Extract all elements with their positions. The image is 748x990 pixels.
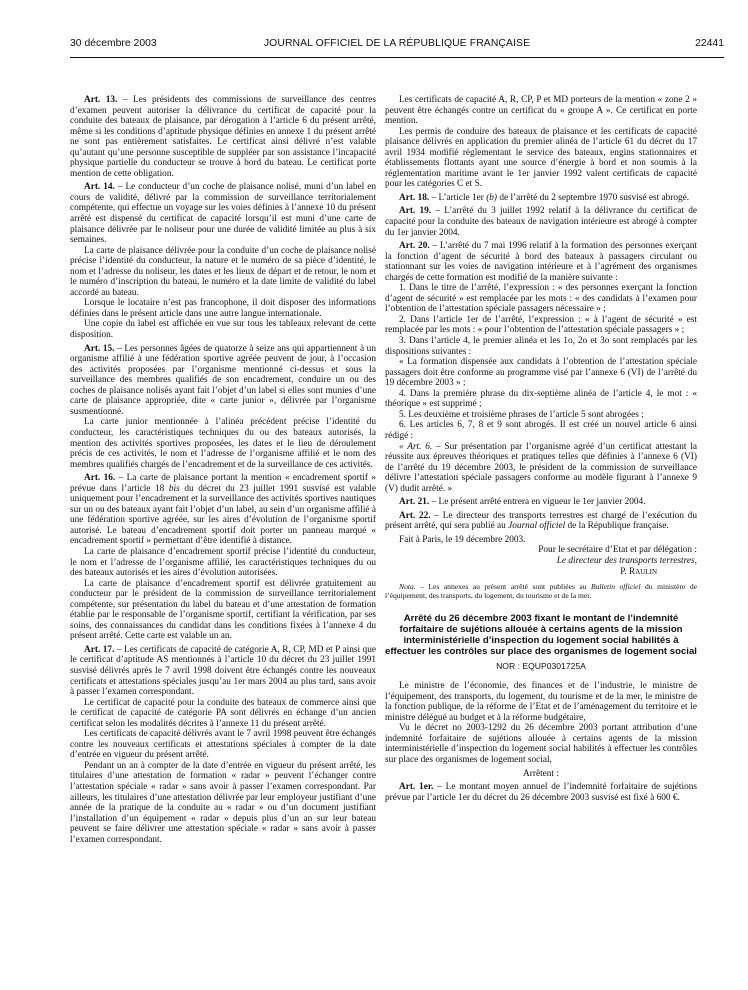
article-label: Art. 17. <box>84 644 115 655</box>
header-date: 30 décembre 2003 <box>70 38 157 49</box>
article-text: – Sur présentation par l’organisme agréé d’un certificat attestant la réussite aux épreuves théoriques et pratiques telles que définies à l’annexe 6 (VI) de l’arrêté du 19 décembre 2003, le président de la commission de surveillance délivre l’attestation spéciale passagers conforme au modèle figurant à l’annexe 9 (V) dudit arrêté. » <box>385 441 697 494</box>
article-text-italic: bis <box>168 483 180 494</box>
article-13 <box>70 95 376 179</box>
right-column <box>385 95 697 803</box>
article-text: – Les présidents des commissions de surveillance des centres d’examen peuvent autoriser la délivrance du certificat de capacité pour la conduite des bateaux de plaisance, par dérogation à l’article 6 du présent arrêté, même si les conditions d’aptitude physique définies en annexe 1 du présent arrêté ne sont pas entièrement satisfaites. Le certificat ainsi délivré n’est valable qu’autant qu’une personne susceptible de suppléer par son assistance l’incapacité physique partielle du conducteur se trouve à bord du bateau. Le certificat porte mention de cette obligation. <box>70 95 376 179</box>
page-header <box>70 38 724 54</box>
article-text: – Les certificats de capacité de catégorie A, R, CP, MD et P ainsi que le certificat d’aptitude AS mentionnés à l’article 10 du décret du 23 juillet 1991 susvisé délivrés après le 7 avril 1998 doivent être échangés contre les nouveaux certificats et attestations spéciales jusqu’au 1er mars 2004 au plus tard, sans avoir à passer l’examen correspondant. <box>70 644 376 698</box>
paragraph: Pendant un an à compter de la date d’entrée en vigueur du présent arrêté, les titulaires d’une attestation de formation « radar » peuvent l’échanger contre l’attestation spéciale « radar » sans avoir à passer l’examen correspondant. Par ailleurs, les titulaires d’une attestation délivrée par leur employeur justifiant d’une année de la pratique de la conduite au « radar » ou d’un document justifiant l’installation d’un équipement « radar » depuis plus d’un an sur leur bateau peuvent se faire délivrer une attestation spéciale « radar » sans avoir à passer l’examen correspondant. <box>70 760 376 845</box>
article-22 <box>385 511 697 532</box>
article-label: Art. 15. <box>84 343 115 354</box>
list-item: 2. Dans l’article 1er de l’arrêté, l’expression : « à l’agent de sécurité » est remplacée par les mots : « pour l’obtention de l’attestation spéciale passagers » ; <box>385 314 697 336</box>
article-text: – L’arrêté du 7 mai 1996 relatif à la formation des personnes exerçant la fonction d’agent de sécurité à bord des bateaux à passagers circulant ou stationnant sur les voies de navigation intérieure et à l’agrément des organismes chargés de cette formation est modifié de la manière suivante : <box>385 241 697 283</box>
paragraph: La carte de plaisance d’encadrement sportif est délivrée gratuitement au conducteur par le président de la commission de surveillance territorialement compétente, sur présentation du label du bateau et d’une attestation de formation établie par le responsable de l’organisme sportif, certifiant la vérification, par ses soins, des connaissances du candidat dans les conditions fixées à l’annexe 4 du présent arrêté. Cette carte est valable un an. <box>70 578 376 642</box>
article-text: – Le conducteur d’un coche de plaisance nolisé, muni d’un label en cours de validité, délivré par la commission de surveillance territorialement compétente, qui effectue un voyage sur les voies définies à l’annexe 10 du présent arrêté est dispensé du certificat de capacité lorsqu’il est muni d’une carte de plaisance délivrée par le noliseur pour une durée de validité limitée au plus à six semaines. <box>70 182 376 246</box>
nota-text: – Les annexes au présent arrêté sont publiées au <box>415 582 591 592</box>
nor-reference: NOR : EQUP0301725A <box>496 660 586 671</box>
article-20 <box>385 241 697 283</box>
list-item: 6. Les articles 6, 7, 8 et 9 sont abrogés. Il est créé un nouvel article 6 ainsi rédigé : <box>385 420 697 441</box>
paragraph: La carte de plaisance délivrée pour la conduite d’un coche de plaisance nolisé précise l’identité du conducteur, la nature et le numéro de sa pièce d’identité, le nom et l’adresse du noliseur, les dates et les lieux de départ et de retour, le nom et le numéro d’inscription du bateau, le numéro et la date limite de validité du label accordé au bateau. <box>70 245 376 298</box>
article-19 <box>385 206 697 238</box>
article-text: – Le directeur des transports terrestres est chargé de l’exécution du présent arrêté, qui sera publié au <box>385 510 697 532</box>
article-text: de la République française. <box>565 521 669 532</box>
article-text-italic: Journal officiel <box>508 521 566 532</box>
nota-text-italic: Bulletin officiel <box>591 582 641 592</box>
article-label: Art. 22. <box>399 510 431 521</box>
decree-title: Arrêté du 26 décembre 2003 fixant le montant de l’indemnité forfaitaire de sujétions allouée à certains agents de la mission interministérielle d’inspection du logement social habilités à effectuer les contrôles sur place des organismes de logement social <box>385 612 697 657</box>
header-page-number: 22441 <box>695 38 724 49</box>
list-item: 5. Les deuxième et troisième phrases de l’article 5 sont abrogées ; <box>399 409 644 420</box>
paragraph: Lorsque le locataire n’est pas francophone, il doit disposer des informations définies dans le présent article dans une autre langue internationale. <box>70 298 376 319</box>
article-text: du décret du 23 juillet 1991 susvisé est valable uniquement pour l’encadrement et la surveillance des activités sportives nautiques sur un ou des bateaux ayant fait l’objet d’un label, au sein d’un organisme affilié à une fédération sportive agréée, sur les aires d’évolution de l’organisme sportif autorisé. Le bateau d’encadrement sportif doit porter un panneau marqué « encadrement sportif » permettant d’être identifié à distance. <box>70 483 376 547</box>
paragraph: Les permis de conduire des bateaux de plaisance et les certificats de capacité plaisance délivrés en application du premier alinéa de l’article 61 du décret du 17 avril 1934 modifié réglementant le service des bateaux, engins stationnaires et établissements flottants ayant une source d’énergie à bord et non soumis à la réglementation maritime avant le 1er janvier 1992 valent certificats de capacité pour les catégories C et S. <box>385 126 697 190</box>
article-label: Art. 19. <box>399 206 432 217</box>
article-17 <box>70 645 376 698</box>
signature-line: Pour le secrétaire d’Etat et par délégation : <box>538 545 697 556</box>
paragraph: Vu le décret no 2003-1292 du 26 décembre 2003 portant attribution d’une indemnité forfaitaire de sujétions allouée à certains agents de la mission interministérielle d’inspection du logement social habilités à effectuer les contrôles sur place des organismes de logement social, <box>385 723 697 766</box>
paragraph: La carte junior mentionnée à l’alinéa précédent précise l’identité du conducteur, les caractéristiques techniques du ou des bateaux autorisés, la mention des activités sportives proposées, les dates et le lieu de déroulement précis de ces activités, le nom et l’adresse de l’organisme affilié et le nom des membres qualifiés chargés de l’encadrement et de la surveillance de ces activités. <box>70 417 376 470</box>
left-column <box>70 95 376 845</box>
article-label: Art. 18. <box>399 192 430 203</box>
paragraph: Une copie du label est affichée en vue sur tous les tableaux relevant de cette disposition. <box>70 319 376 341</box>
header-rule <box>70 57 724 58</box>
article-text-italic: (b) <box>486 192 498 203</box>
article-label: Art. 21. <box>399 497 430 508</box>
paragraph: Les certificats de capacité délivrés avant le 7 avril 1998 peuvent être échangés contre les nouveaux certificats et attestations spéciales à compter de la date d’entrée en vigueur du présent arrêté. <box>70 729 376 761</box>
article-14 <box>70 182 376 245</box>
paragraph: Les certificats de capacité A, R, CP, P et MD porteurs de la mention « zone 2 » peuvent être échangés contre un certificat du « groupe A ». Ce certificat en porte mention. <box>385 95 697 127</box>
paragraph: La carte de plaisance d’encadrement sportif précise l’identité du conducteur, le nom et l’adresse de l’organisme affilié, les caractéristiques techniques du ou des bateaux autorisés et les aires d’évolution autorisées. <box>70 546 376 579</box>
article-text: – L’article 1er <box>429 192 487 203</box>
article-label: Art. 1er. <box>399 782 434 793</box>
date-line: Fait à Paris, le 19 décembre 2003. <box>399 534 526 545</box>
quoted-article-6 <box>385 442 697 495</box>
article-15 <box>70 344 376 418</box>
article-label: Art. 20. <box>399 241 430 252</box>
article-label: Art. 16. <box>84 473 116 484</box>
article-text: – La carte de plaisance portant la mention « encadrement sportif » prévue dans l’article 18 <box>70 473 376 494</box>
arretent: Arrêtent : <box>523 768 559 779</box>
list-item: 4. Dans la première phrase du dix-septième alinéa de l’article 4, le mot : « théorique » est supprimé ; <box>385 388 697 410</box>
list-item: 3. Dans l’article 4, le premier alinéa et les 1o, 2o et 3o sont remplacés par les dispositions suivantes : <box>385 336 697 357</box>
nota <box>385 583 697 601</box>
article-16 <box>70 473 376 547</box>
signature-title: Le directeur des transports terrestres, <box>556 555 697 566</box>
paragraph: Le certificat de capacité pour la conduite des bateaux de commerce ainsi que le certificat de capacité de catégorie PA sont délivrés en échange d’un ancien certificat selon les modalités décrites à l’annexe 11 du présent arrêté. <box>70 697 376 729</box>
nota-label: Nota. <box>399 582 416 592</box>
article-text: – Le montant moyen annuel de l’indemnité forfaitaire de sujétions prévue par l’article 1er du décret du 26 décembre 2003 susvisé est fixé à 600 €. <box>385 782 697 803</box>
article-label: Art. 14. <box>84 182 115 193</box>
list-item: 1. Dans le titre de l’arrêté, l’expression : « des personnes exerçant la fonction d’agent de sécurité » est remplacée par les mots : « des candidats à l’examen pour l’obtention de l’attestation spéciale passagers nécessaire » ; <box>385 283 697 315</box>
decree-article-1 <box>385 782 697 803</box>
article-text: – Le présent arrêté entrera en vigueur le 1er janvier 2004. <box>429 497 646 508</box>
article-text: – L’arrêté du 3 juillet 1992 relatif à la délivrance du certificat de capacité pour la conduite des bateaux de navigation intérieure est abrogé à compter du 1er janvier 2004. <box>385 206 697 238</box>
paragraph: Le ministre de l’économie, des finances et de l’industrie, le ministre de l’équipement, des transports, du logement, du tourisme et de la mer, le ministre de la fonction publique, de la réforme de l’Etat et de l’aménagement du territoire et le ministre délégué au budget et à la réforme budgétaire, <box>385 681 697 723</box>
quoted-provision: « La formation dispensée aux candidats à l’obtention de l’attestation spéciale passagers doit être conforme au programme visé par l’annexe 6 (VI) de l’arrêté du 19 décembre 2003 » ; <box>385 357 697 389</box>
nota-text: du ministère de l’équipement, des transports, du logement, du tourisme et de la mer. <box>385 582 697 600</box>
article-label: « Art. 6. <box>399 441 433 452</box>
article-label: Art. 13. <box>84 95 118 105</box>
signature-name: P. Raulin <box>620 566 657 577</box>
article-text: – Les personnes âgées de quatorze à seize ans qui appartiennent à un organisme affilié à une fédération sportive agréée peuvent de jour, à l’occasion des activités proposées par l’organisme mentionné ci-dessus et sous la surveillance des membres qualifiés de son encadrement, conduire un ou des coches de plaisance nolisés ayant fait l’objet d’un label si elles sont munies d’une carte de plaisance appropriée, dite « carte junior », délivrée par l’organisme susmentionné. <box>70 343 376 417</box>
article-18 <box>385 193 697 204</box>
header-journal-title: JOURNAL OFFICIEL DE LA RÉPUBLIQUE FRANÇAISE <box>263 38 531 49</box>
article-21 <box>385 497 697 508</box>
article-text: de l’arrêté du 2 septembre 1970 susvisé est abrogé. <box>497 192 690 203</box>
